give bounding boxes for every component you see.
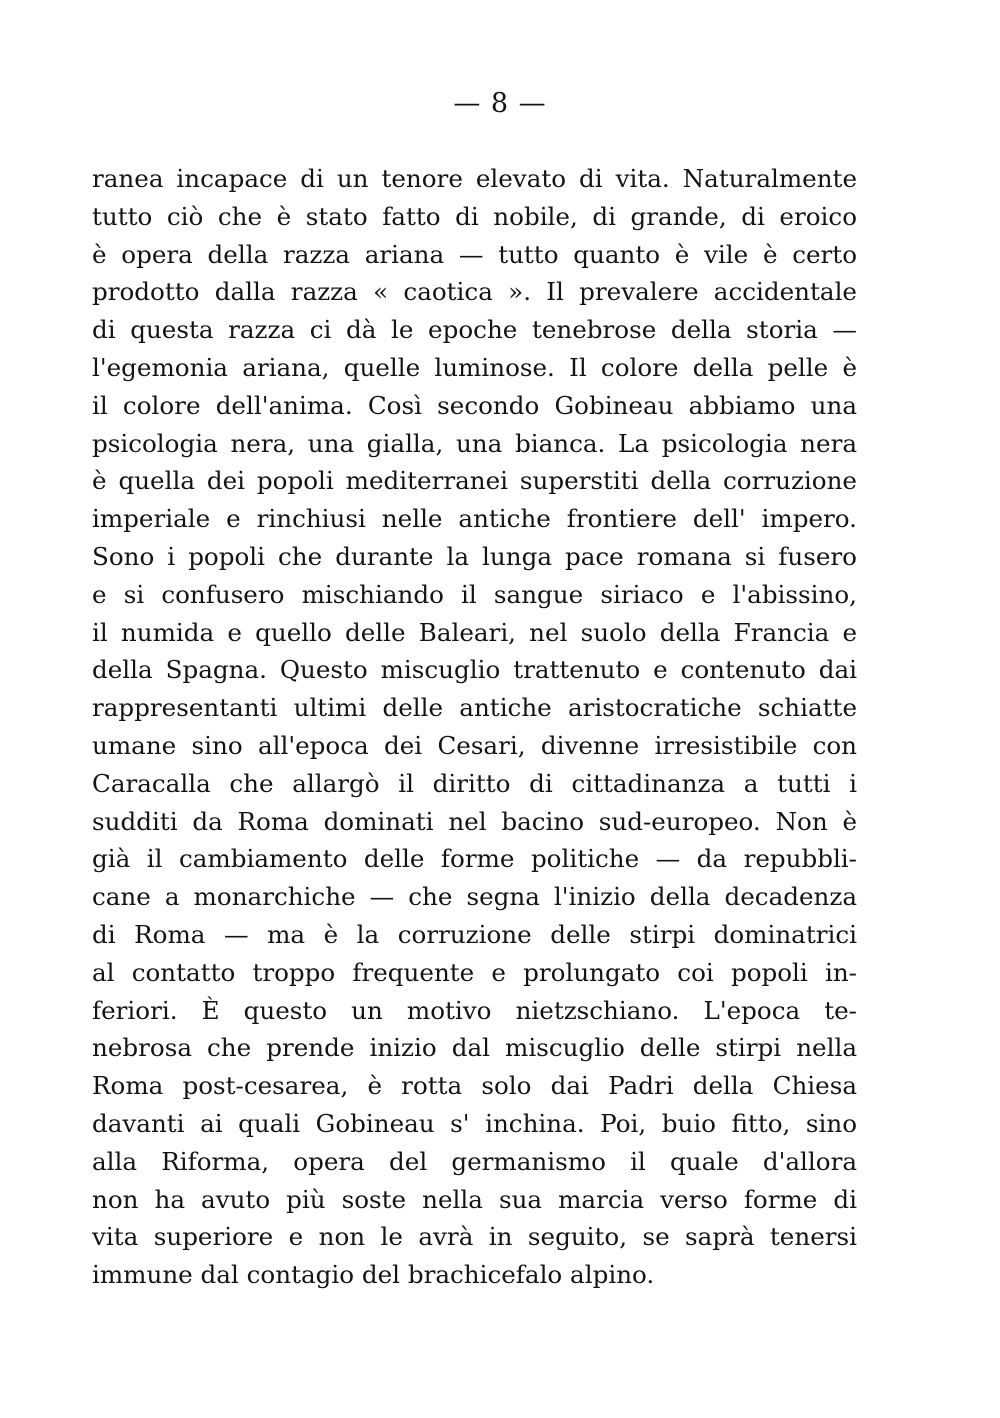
text-line: l'egemonia ariana, quelle luminose. Il colore della pelle è — [92, 352, 857, 382]
text-line: di Roma — ma è la corruzione delle stirpi dominatrici — [92, 919, 857, 949]
text-line: il numida e quello delle Baleari, nel suolo della Francia e — [92, 617, 857, 647]
text-line: ranea incapace di un tenore elevato di vita. Naturalmente — [92, 164, 857, 193]
text-line: feriori. È questo un motivo nietzschiano. L'epoca te- — [92, 995, 857, 1025]
text-line: vita superiore e non le avrà in seguito, se saprà tenersi — [92, 1222, 857, 1252]
text-line: al contatto troppo frequente e prolungato coi popoli in- — [92, 957, 857, 987]
text-line: è quella dei popoli mediterranei superstiti della corruzione — [92, 466, 857, 496]
text-line: il colore dell'anima. Così secondo Gobineau abbiamo una — [92, 390, 857, 420]
text-line: prodotto dalla razza « caotica ». Il prevalere accidentale — [92, 277, 857, 307]
text-line: cane a monarchiche — che segna l'inizio della decadenza — [92, 882, 857, 912]
text-line: rappresentanti ultimi delle antiche aristocratiche schiatte — [92, 693, 857, 723]
page-number: — 8 — — [453, 88, 547, 119]
text-line: Caracalla che allargò il diritto di cittadinanza a tutti i — [92, 768, 857, 798]
text-line: imperiale e rinchiusi nelle antiche frontiere dell' impero. — [92, 504, 857, 534]
text-line: tutto ciò che è stato fatto di nobile, di grande, di eroico — [92, 201, 857, 231]
text-line: umane sino all'epoca dei Cesari, divenne irresistibile con — [92, 730, 857, 760]
text-line: sudditi da Roma dominati nel bacino sud-europeo. Non è — [92, 806, 857, 836]
text-line-last: immune dal contagio del brachicefalo alpino. — [92, 1260, 655, 1290]
text-line: Sono i popoli che durante la lunga pace romana si fusero — [92, 541, 857, 571]
text-line: non ha avuto più soste nella sua marcia verso forme di — [92, 1184, 857, 1214]
text-line: è opera della razza ariana — tutto quanto è vile è certo — [92, 239, 857, 269]
text-line: e si confusero mischiando il sangue siriaco e l'abissino, — [92, 579, 857, 609]
text-line: nebrosa che prende inizio dal miscuglio delle stirpi nella — [92, 1033, 857, 1063]
text-line: della Spagna. Questo miscuglio trattenuto e contenuto dai — [92, 655, 857, 685]
body-text — [92, 160, 857, 1294]
text-line: Roma post-cesarea, è rotta solo dai Padri della Chiesa — [92, 1071, 857, 1101]
text-line: di questa razza ci dà le epoche tenebrose della storia — — [92, 315, 857, 345]
text-line: davanti ai quali Gobineau s' inchina. Poi, buio fitto, sino — [92, 1108, 857, 1138]
text-line: già il cambiamento delle forme politiche — da repubbli- — [92, 844, 857, 874]
text-line: alla Riforma, opera del germanismo il quale d'allora — [92, 1146, 857, 1176]
text-line: psicologia nera, una gialla, una bianca. La psicologia nera — [92, 428, 857, 458]
